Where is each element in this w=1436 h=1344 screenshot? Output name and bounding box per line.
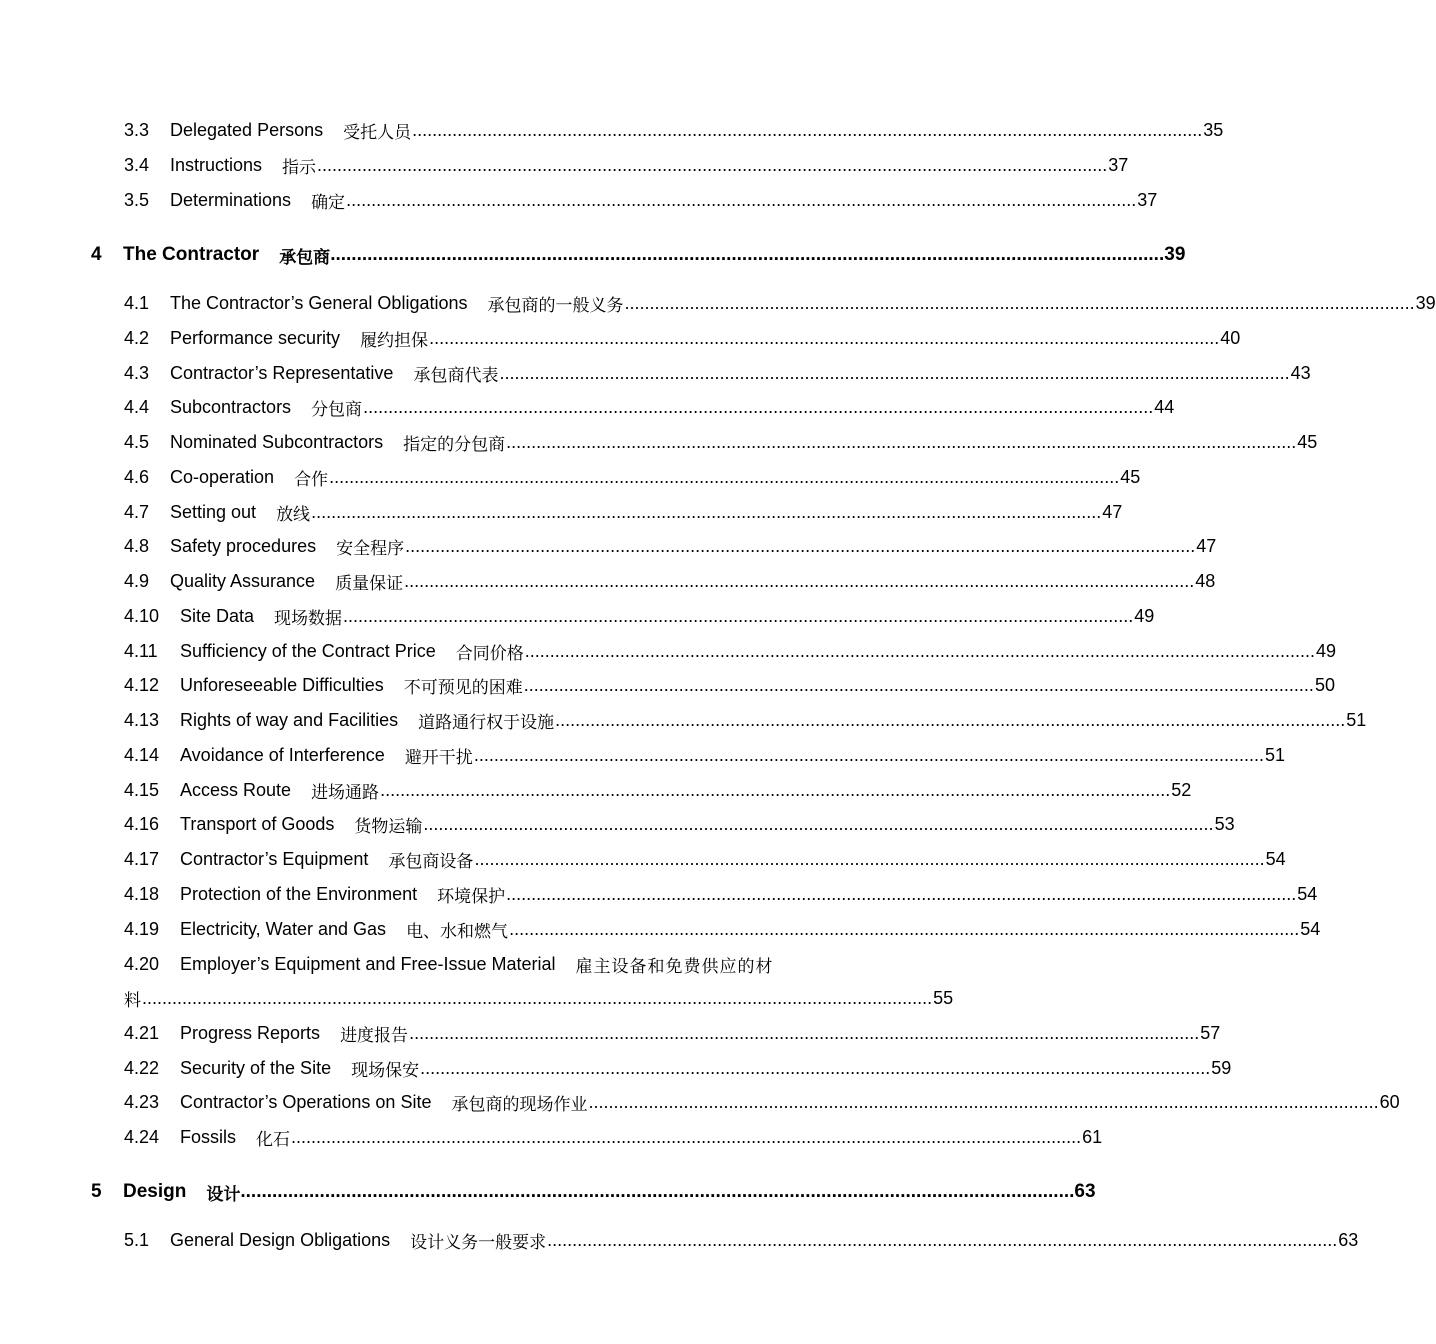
section-title: Setting out (170, 501, 257, 522)
toc-entry[interactable] (124, 323, 1241, 353)
section-title: Subcontractors (170, 396, 292, 417)
toc-entry[interactable] (124, 566, 1216, 596)
section-number: 4.8 (124, 535, 150, 556)
page-number: 53 (1214, 813, 1235, 834)
section-title-zh: 现场保安 (351, 1060, 420, 1081)
toc-entry[interactable] (124, 531, 1217, 561)
dot-leader: .............................................................................................................................................................. (346, 189, 1137, 210)
toc-entry[interactable] (124, 1018, 1221, 1048)
section-number: 4.22 (124, 1057, 160, 1078)
toc-entry[interactable] (124, 809, 1235, 839)
toc-entry[interactable] (124, 462, 1141, 492)
dot-leader: .............................................................................................................................................................. (420, 1057, 1211, 1078)
page-number: 54 (1300, 918, 1321, 939)
section-title: Access Route (180, 779, 292, 800)
section-number: 4.11 (124, 640, 158, 661)
section-title: Co-operation (170, 466, 275, 487)
section-number: 4.23 (124, 1091, 160, 1112)
dot-leader: .............................................................................................................................................................. (330, 244, 1165, 265)
toc-entry-continuation[interactable] (124, 983, 954, 1013)
section-title: Quality Assurance (170, 570, 316, 591)
section-title: Progress Reports (180, 1022, 321, 1043)
section-title-zh: 电、水和燃气 (406, 921, 509, 942)
section-title: Instructions (170, 154, 263, 175)
chapter-title-zh: 承包商 (279, 247, 331, 268)
page-number: 50 (1314, 674, 1335, 695)
toc-entry[interactable] (124, 115, 1224, 145)
section-number: 4.13 (124, 709, 160, 730)
section-title-zh: 进度报告 (340, 1025, 409, 1046)
dot-leader: .............................................................................................................................................................. (474, 848, 1265, 869)
section-number: 4.17 (124, 848, 160, 869)
section-title-zh: 合同价格 (455, 643, 524, 664)
dot-leader: .............................................................................................................................................................. (412, 119, 1203, 140)
section-number: 4.1 (124, 292, 150, 313)
page-number: 54 (1265, 848, 1286, 869)
dot-leader: .............................................................................................................................................................. (311, 501, 1102, 522)
section-title-zh: 设计义务一般要求 (410, 1232, 547, 1253)
section-title: Fossils (180, 1126, 237, 1147)
toc-entry[interactable] (124, 150, 1129, 180)
section-title: Unforeseeable Difficulties (180, 674, 384, 695)
dot-leader: .............................................................................................................................................................. (524, 640, 1315, 661)
page-number: 48 (1195, 570, 1216, 591)
page-number: 39 (1164, 244, 1186, 265)
page-number: 51 (1346, 709, 1367, 730)
section-number: 3.5 (124, 189, 150, 210)
page-number: 57 (1200, 1022, 1221, 1043)
section-title: Nominated Subcontractors (170, 431, 384, 452)
toc-entry[interactable] (124, 288, 1436, 318)
dot-leader: .............................................................................................................................................................. (291, 1126, 1082, 1147)
toc-entry[interactable] (124, 1225, 1359, 1255)
toc-chapter-entry[interactable] (91, 240, 1186, 270)
dot-leader: .............................................................................................................................................................. (588, 1091, 1379, 1112)
dot-leader: .............................................................................................................................................................. (506, 431, 1297, 452)
dot-leader: .............................................................................................................................................................. (506, 883, 1297, 904)
section-number: 4.9 (124, 570, 150, 591)
section-title: General Design Obligations (170, 1229, 391, 1250)
section-title-zh: 承包商的一般义务 (487, 295, 624, 316)
section-title-zh: 道路通行权于设施 (418, 712, 555, 733)
toc-entry[interactable] (124, 844, 1286, 874)
page-number: 43 (1290, 362, 1311, 383)
chapter-title: Design (123, 1181, 187, 1202)
dot-leader: .............................................................................................................................................................. (523, 674, 1314, 695)
toc-entry[interactable] (124, 1053, 1232, 1083)
section-title: Protection of the Environment (180, 883, 418, 904)
section-number: 4.10 (124, 605, 160, 626)
toc-entry[interactable] (124, 879, 1318, 909)
section-number: 3.4 (124, 154, 150, 175)
page-number: 45 (1120, 466, 1141, 487)
section-title-zh: 现场数据 (274, 608, 343, 629)
page-number: 61 (1082, 1126, 1103, 1147)
chapter-title: The Contractor (123, 244, 260, 265)
page-number: 49 (1315, 640, 1336, 661)
dot-leader: .............................................................................................................................................................. (429, 327, 1220, 348)
section-title-zh: 进场通路 (311, 782, 380, 803)
dot-leader: .............................................................................................................................................................. (509, 918, 1300, 939)
section-title: Contractor’s Equipment (180, 848, 369, 869)
section-title: Safety procedures (170, 535, 317, 556)
dot-leader: .............................................................................................................................................................. (499, 362, 1290, 383)
chapter-number: 5 (91, 1181, 102, 1202)
section-number: 4.24 (124, 1126, 160, 1147)
section-title: Transport of Goods (180, 813, 335, 834)
section-title: Delegated Persons (170, 119, 324, 140)
chapter-number: 4 (91, 244, 102, 265)
dot-leader: .............................................................................................................................................................. (624, 292, 1415, 313)
page-number: 55 (933, 987, 954, 1008)
section-number: 4.3 (124, 362, 150, 383)
dot-leader: .............................................................................................................................................................. (405, 535, 1196, 556)
page-number: 60 (1379, 1091, 1400, 1112)
dot-leader: .............................................................................................................................................................. (555, 709, 1346, 730)
section-title-zh: 安全程序 (336, 538, 405, 559)
page-number: 37 (1108, 154, 1129, 175)
dot-leader: .............................................................................................................................................................. (380, 779, 1171, 800)
toc-entry[interactable] (124, 740, 1285, 770)
section-title-zh: 质量保证 (335, 573, 404, 594)
section-number: 5.1 (124, 1229, 150, 1250)
dot-leader: .............................................................................................................................................................. (404, 570, 1195, 591)
page-number: 59 (1211, 1057, 1232, 1078)
dot-leader: .............................................................................................................................................................. (363, 396, 1154, 417)
dot-leader: .............................................................................................................................................................. (473, 744, 1264, 765)
section-title: Electricity, Water and Gas (180, 918, 387, 939)
section-title: Sufficiency of the Contract Price (180, 640, 436, 661)
page-number: 45 (1297, 431, 1318, 452)
section-title: Performance security (170, 327, 341, 348)
section-number: 4.16 (124, 813, 160, 834)
page-number: 52 (1171, 779, 1192, 800)
section-number: 4.21 (124, 1022, 160, 1043)
section-title-zh: 确定 (311, 192, 346, 213)
page-number: 63 (1074, 1181, 1096, 1202)
dot-leader: .............................................................................................................................................................. (329, 466, 1120, 487)
toc-entry[interactable] (124, 1087, 1400, 1117)
section-title-zh: 合作 (294, 469, 329, 490)
section-number: 4.18 (124, 883, 160, 904)
section-title-zh: 不可预见的困难 (403, 677, 523, 698)
page-number: 35 (1203, 119, 1224, 140)
section-number: 4.4 (124, 396, 150, 417)
section-title-zh: 雇主设备和免费供应的材 (575, 956, 774, 977)
dot-leader: .............................................................................................................................................................. (142, 987, 933, 1008)
section-title-zh: 放线 (276, 504, 311, 525)
toc-chapter-entry[interactable] (91, 1177, 1096, 1207)
section-title-zh: 化石 (256, 1129, 291, 1150)
page-number: 40 (1220, 327, 1241, 348)
dot-leader: .............................................................................................................................................................. (423, 813, 1214, 834)
section-number: 4.12 (124, 674, 160, 695)
section-title: Determinations (170, 189, 292, 210)
section-title-zh: 货物运输 (354, 816, 423, 837)
section-number: 4.7 (124, 501, 150, 522)
page-number: 51 (1264, 744, 1285, 765)
toc-entry[interactable] (124, 636, 1336, 666)
chapter-title-zh: 设计 (206, 1184, 241, 1205)
section-number: 3.3 (124, 119, 150, 140)
section-number: 4.19 (124, 918, 160, 939)
section-number: 4.20 (124, 953, 160, 974)
section-title-zh: 受托人员 (343, 122, 412, 143)
page-number: 39 (1415, 292, 1436, 313)
toc-entry[interactable] (124, 914, 1321, 944)
section-title-zh: 承包商设备 (388, 851, 474, 872)
toc-entry[interactable] (124, 601, 1155, 631)
page-number: 63 (1338, 1229, 1359, 1250)
section-title-zh: 指定的分包商 (403, 434, 506, 455)
section-title: Contractor’s Representative (170, 362, 394, 383)
section-title-zh: 环境保护 (437, 886, 506, 907)
dot-leader: .............................................................................................................................................................. (547, 1229, 1338, 1250)
page-number: 54 (1297, 883, 1318, 904)
page-number: 44 (1154, 396, 1175, 417)
section-title-zh: 承包商的现场作业 (451, 1094, 588, 1115)
section-title: The Contractor’s General Obligations (170, 292, 468, 313)
section-title: Avoidance of Interference (180, 744, 385, 765)
section-number: 4.6 (124, 466, 150, 487)
toc-entry[interactable] (124, 949, 814, 979)
toc-entry[interactable] (124, 1122, 1103, 1152)
section-title: Rights of way and Facilities (180, 709, 399, 730)
toc-entry[interactable] (124, 185, 1158, 215)
toc-entry[interactable] (124, 775, 1192, 805)
section-title: Site Data (180, 605, 255, 626)
section-title-zh: 分包商 (311, 399, 363, 420)
toc-entry[interactable] (124, 705, 1367, 735)
section-title-zh: 履约担保 (360, 330, 429, 351)
toc-entry[interactable] (124, 497, 1123, 527)
page-number: 49 (1134, 605, 1155, 626)
section-title: Contractor’s Operations on Site (180, 1091, 432, 1112)
section-number: 4.2 (124, 327, 150, 348)
dot-leader: .............................................................................................................................................................. (317, 154, 1108, 175)
dot-leader: .............................................................................................................................................................. (240, 1181, 1075, 1202)
section-title-zh: 避开干扰 (404, 747, 473, 768)
toc-entry[interactable] (124, 427, 1318, 457)
page-number: 47 (1102, 501, 1123, 522)
toc-entry[interactable] (124, 392, 1175, 422)
section-title-zh-continued: 料 (124, 990, 141, 1011)
dot-leader: .............................................................................................................................................................. (409, 1022, 1200, 1043)
page-number: 37 (1137, 189, 1158, 210)
section-title: Security of the Site (180, 1057, 332, 1078)
section-number: 4.15 (124, 779, 160, 800)
page-number: 47 (1196, 535, 1217, 556)
dot-leader: .............................................................................................................................................................. (343, 605, 1134, 626)
toc-entry[interactable] (124, 670, 1335, 700)
toc-entry[interactable] (124, 358, 1311, 388)
section-number: 4.14 (124, 744, 160, 765)
section-title: Employer’s Equipment and Free-Issue Material (180, 953, 556, 974)
section-title-zh: 承包商代表 (413, 365, 499, 386)
section-title-zh: 指示 (282, 157, 317, 178)
section-number: 4.5 (124, 431, 150, 452)
